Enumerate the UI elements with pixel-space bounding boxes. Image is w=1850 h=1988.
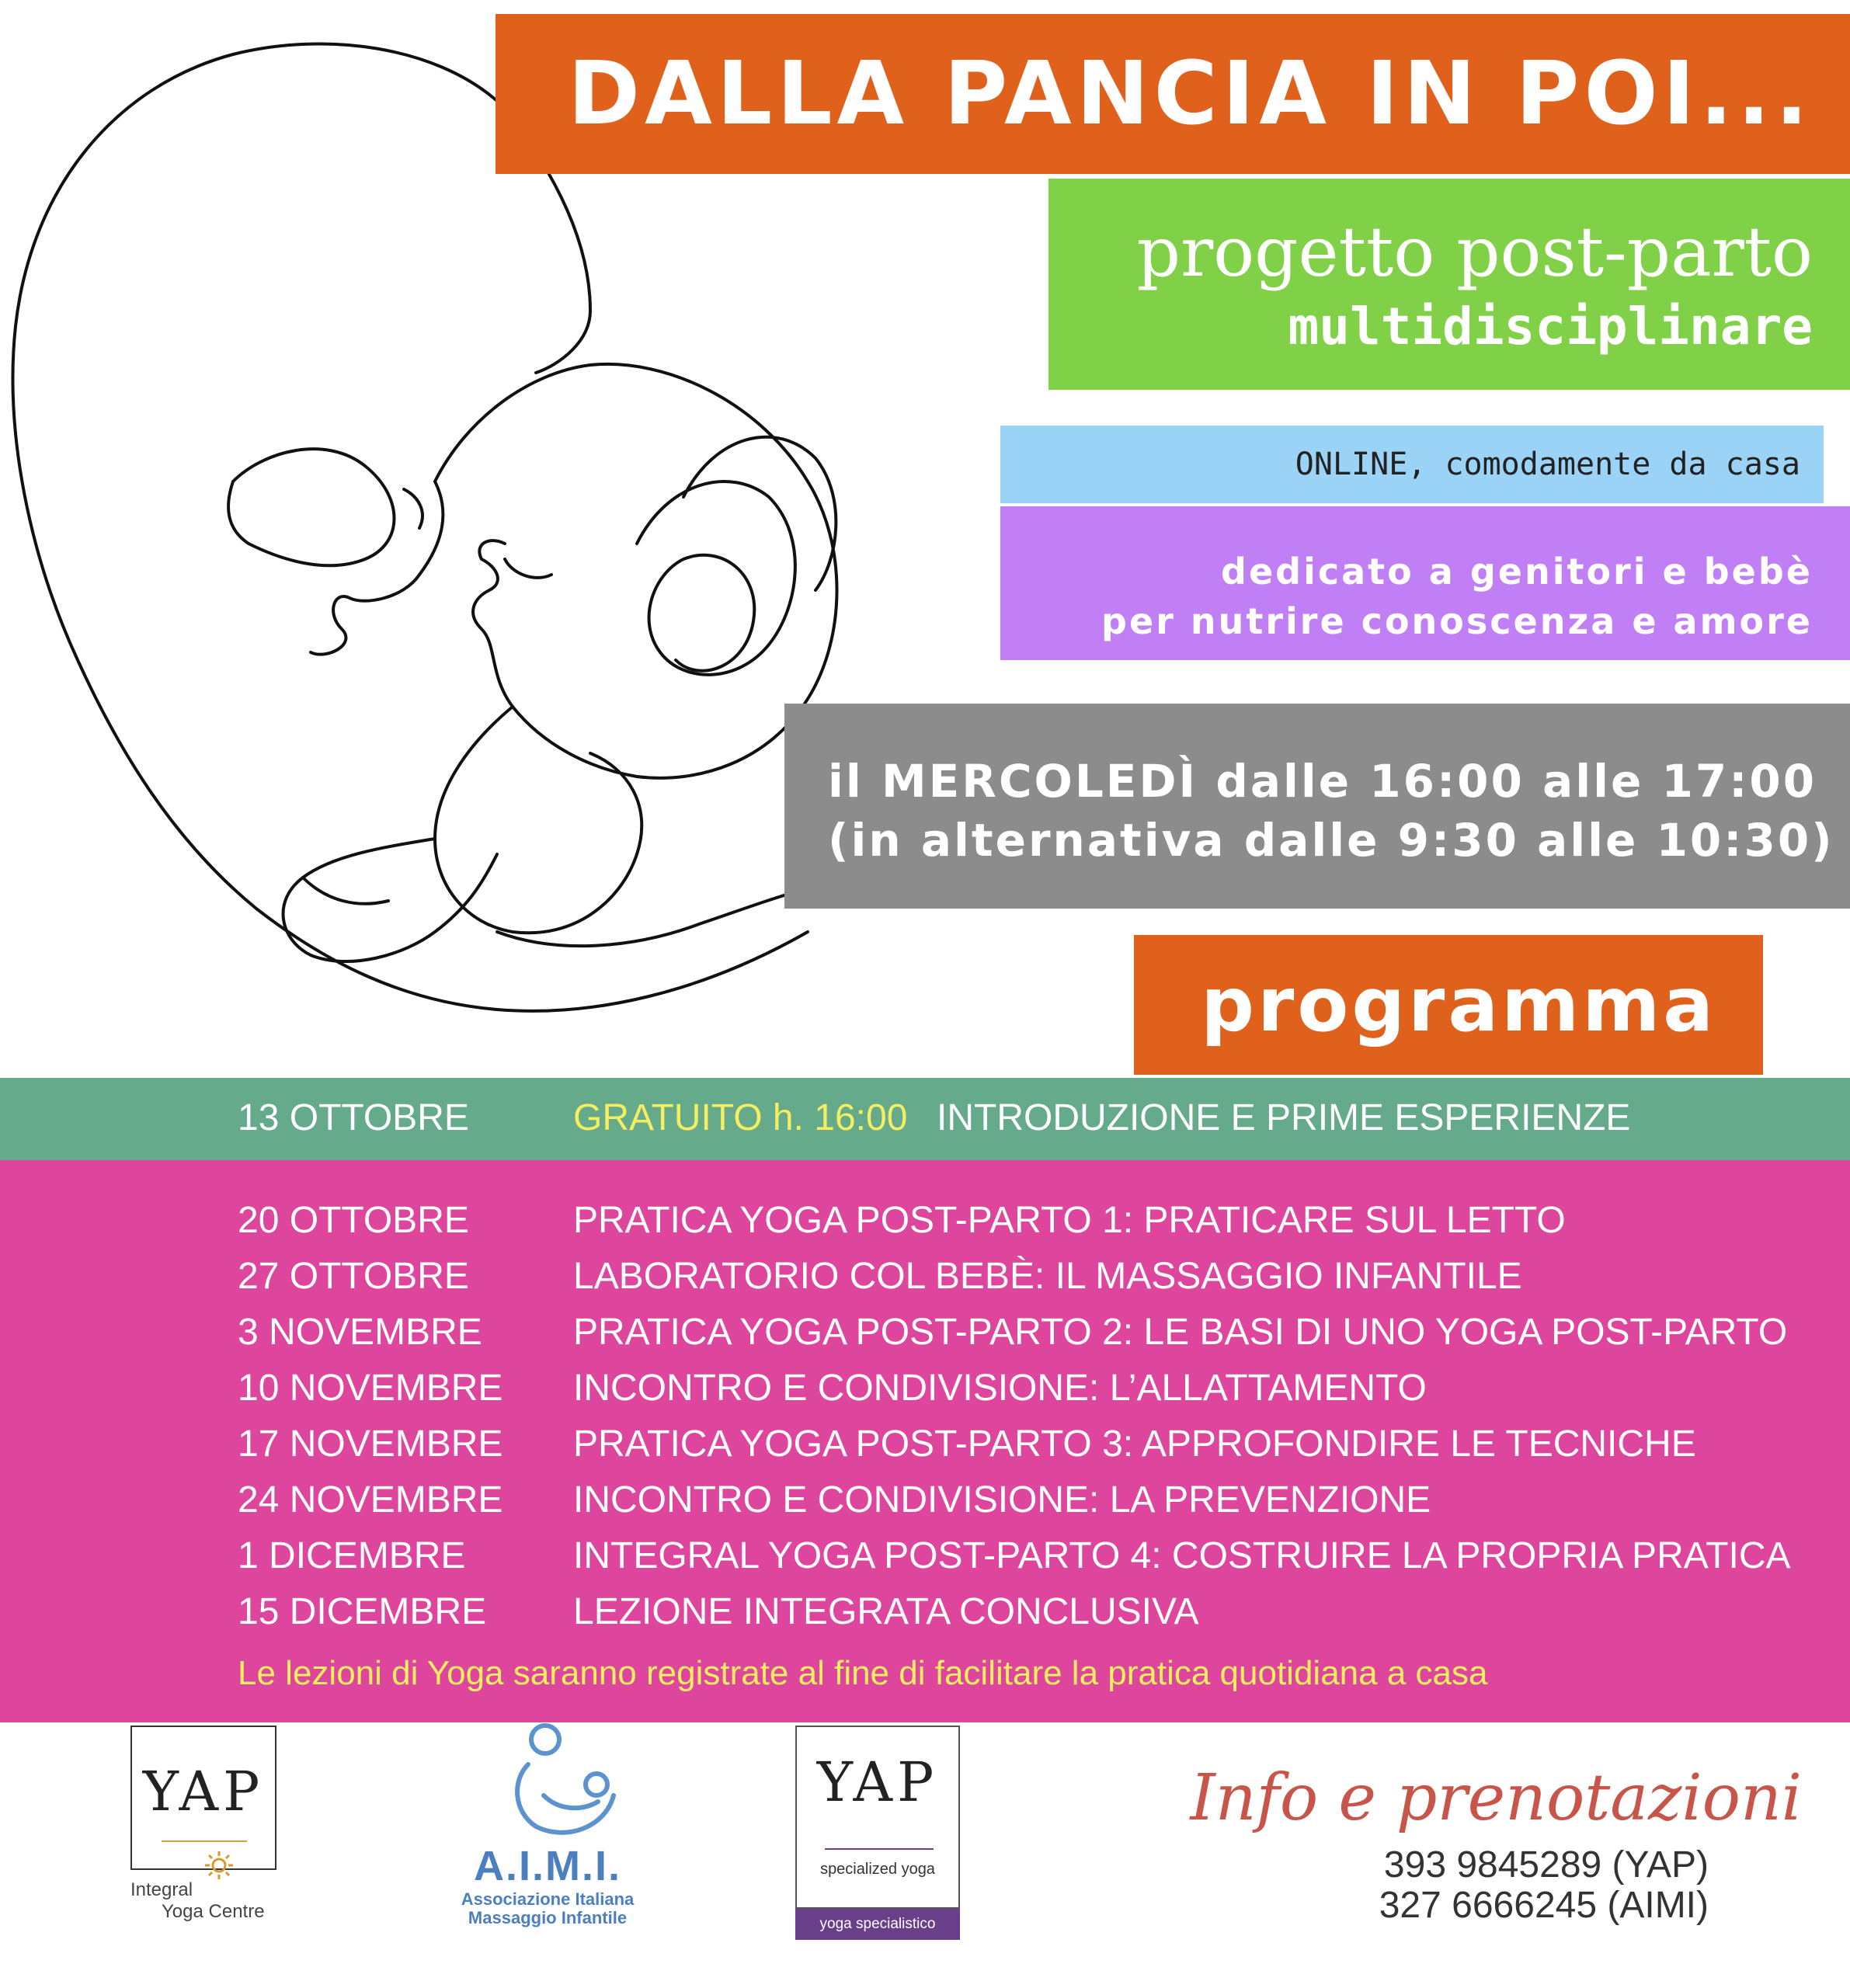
- dedication-line-2: per nutrire conoscenza e amore: [1101, 600, 1813, 642]
- table-row: [0, 1199, 1850, 1255]
- aimi-subtitle-2: Massaggio Infantile: [468, 1908, 628, 1927]
- phone-list: [1212, 1845, 1709, 1926]
- intro-session-topic: INTRODUZIONE E PRIME ESPERIENZE: [937, 1097, 1631, 1138]
- table-row: [0, 1367, 1850, 1423]
- table-row: [0, 1590, 1850, 1646]
- yap-integral-logo: [130, 1726, 276, 1870]
- yap-logo-text: YAP: [142, 1760, 265, 1823]
- yap-integral-caption-2: Yoga Centre: [162, 1901, 265, 1922]
- programma-banner: [1134, 935, 1763, 1075]
- session-date: 1 DICEMBRE: [238, 1535, 466, 1576]
- session-topic: PRATICA YOGA POST-PARTO 2: LE BASI DI UNO YOGA POST-PARTO: [573, 1312, 1788, 1353]
- phone-aimi: 327 6666245 (AIMI): [1379, 1885, 1709, 1926]
- logo-divider: [162, 1840, 247, 1842]
- yap-specialized-logo: [795, 1726, 960, 1909]
- schedule-line-1: il MERCOLEDÌ dalle 16:00 alle 17:00: [828, 755, 1817, 808]
- session-date: 24 NOVEMBRE: [238, 1479, 503, 1521]
- subtitle-line-1: progetto post-parto: [1136, 212, 1813, 292]
- session-date: 15 DICEMBRE: [238, 1591, 487, 1632]
- session-date: 10 NOVEMBRE: [238, 1368, 503, 1409]
- session-topic: INCONTRO E CONDIVISIONE: L’ALLATTAMENTO: [573, 1368, 1427, 1409]
- aimi-title: A.I.M.I.: [474, 1843, 621, 1889]
- logo-divider: [825, 1848, 934, 1850]
- session-topic: INTEGRAL YOGA POST-PARTO 4: COSTRUIRE LA PROPRIA PRATICA: [573, 1535, 1791, 1576]
- sun-icon: [203, 1850, 235, 1881]
- schedule-banner: [784, 704, 1850, 909]
- programma-heading: programma: [1201, 961, 1716, 1048]
- yap-specialized-band: yoga specialistico: [795, 1909, 960, 1940]
- session-date: 20 OTTOBRE: [238, 1200, 469, 1241]
- session-topic: LEZIONE INTEGRATA CONCLUSIVA: [573, 1591, 1199, 1632]
- session-date: 3 NOVEMBRE: [238, 1312, 482, 1353]
- intro-session-free-label: GRATUITO h. 16:00: [573, 1097, 908, 1138]
- session-topic: INCONTRO E CONDIVISIONE: LA PREVENZIONE: [573, 1479, 1431, 1521]
- table-row: [0, 1479, 1850, 1534]
- title-banner: [496, 14, 1850, 174]
- aimi-mother-child-icon: [497, 1718, 629, 1842]
- recording-note: Le lezioni di Yoga saranno registrate al fine di facilitare la pratica quotidiana a casa: [238, 1654, 1488, 1692]
- page-title: DALLA PANCIA IN POI...: [568, 43, 1813, 144]
- online-text: ONLINE, comodamente da casa: [1295, 447, 1800, 482]
- session-date: 17 NOVEMBRE: [238, 1423, 503, 1465]
- yap-logo-text: YAP: [816, 1750, 939, 1814]
- schedule-line-2: (in alternativa dalle 9:30 alle 10:30): [828, 814, 1834, 867]
- table-row: [0, 1311, 1850, 1367]
- yap-integral-caption: [130, 1879, 286, 1923]
- info-heading: Info e prenotazioni: [1190, 1761, 1802, 1835]
- subtitle-banner: [1048, 179, 1850, 390]
- online-banner: [1000, 426, 1824, 503]
- phone-yap: 393 9845289 (YAP): [1383, 1844, 1709, 1885]
- aimi-logo: [435, 1842, 660, 1927]
- intro-session-date: 13 OTTOBRE: [238, 1097, 469, 1138]
- yap-specialized-caption: specialized yoga: [820, 1861, 935, 1878]
- table-row: [0, 1534, 1850, 1590]
- session-topic: LABORATORIO COL BEBÈ: IL MASSAGGIO INFANTILE: [573, 1256, 1522, 1297]
- dedication-banner: [1000, 506, 1850, 660]
- session-date: 27 OTTOBRE: [238, 1256, 469, 1297]
- session-topic: PRATICA YOGA POST-PARTO 1: PRATICARE SUL LETTO: [573, 1200, 1566, 1241]
- table-row: [0, 1255, 1850, 1311]
- subtitle-line-2: multidisciplinare: [1288, 297, 1813, 356]
- aimi-subtitle-1: Associazione Italiana: [461, 1889, 635, 1909]
- session-topic: PRATICA YOGA POST-PARTO 3: APPROFONDIRE LE TECNICHE: [573, 1423, 1696, 1465]
- sessions-list: [0, 1160, 1850, 1722]
- table-row: [0, 1423, 1850, 1479]
- dedication-line-1: dedicato a genitori e bebè: [1221, 551, 1813, 593]
- yap-integral-caption-1: Integral: [130, 1879, 193, 1900]
- intro-session-row: [0, 1078, 1850, 1160]
